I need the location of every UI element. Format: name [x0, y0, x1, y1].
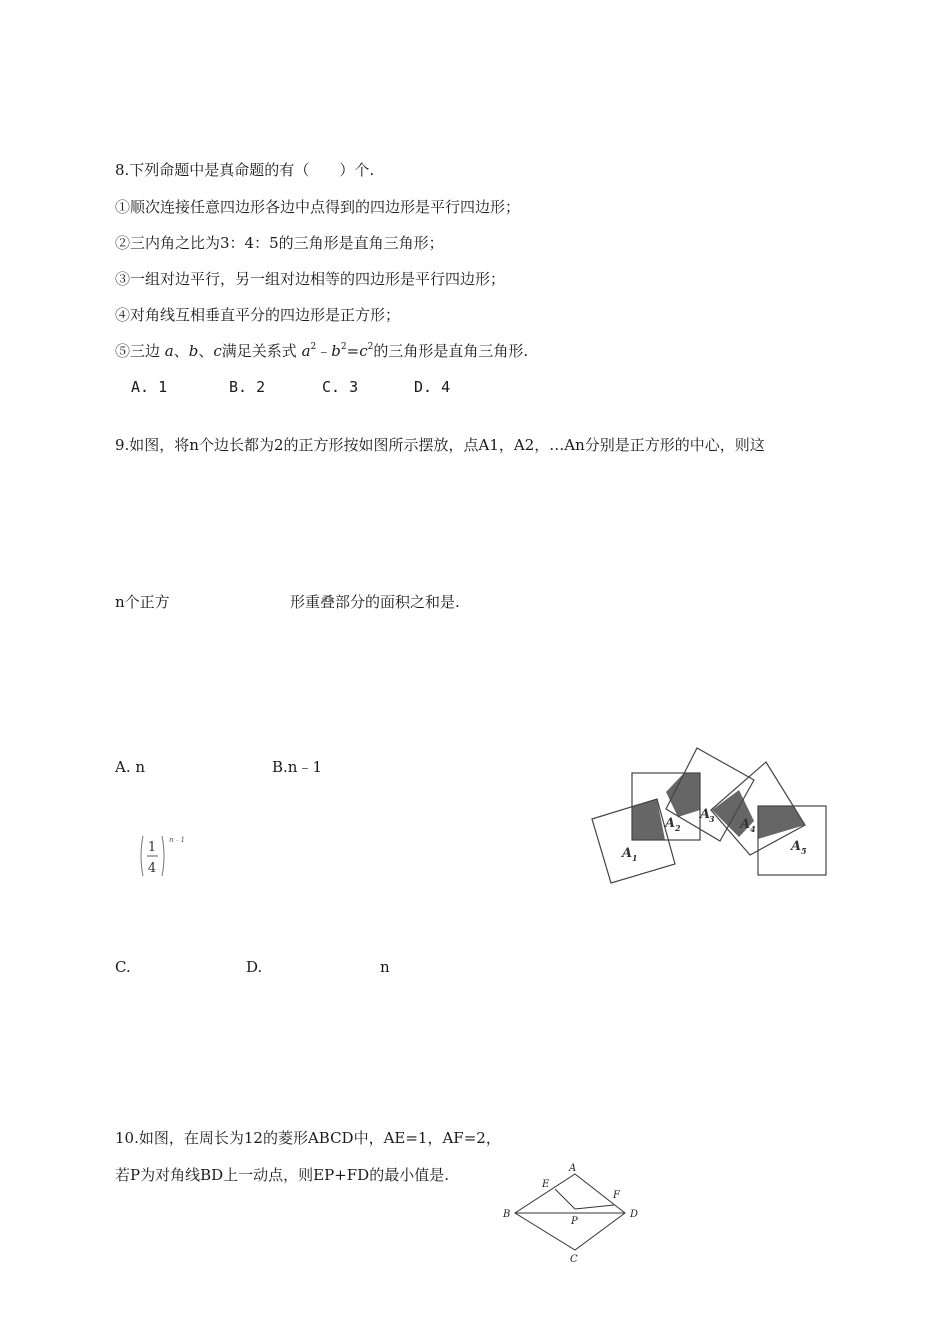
overlap-region-2	[666, 773, 700, 817]
q9-choice-a: A. n	[115, 758, 146, 776]
q10-rhombus-figure	[495, 1160, 650, 1265]
right-paren	[162, 836, 164, 876]
q8-choice-d: D. 4	[414, 378, 451, 396]
label-E: E	[542, 1179, 550, 1190]
q8-statement-5: ⑤三边 a、b、c满足关系式 $a^2﹣b^2=c^2$的三角形是直角三角形.	[115, 342, 529, 360]
q9-choice-d: D.	[246, 958, 263, 976]
label-F: F	[613, 1190, 620, 1201]
q10-stem-line1: 10.如图，在周长为12的菱形ABCD中，AE=1，AF=2，	[115, 1129, 501, 1147]
q10-stem-line2: 若P为对角线BD上一动点，则EP+FD的最小值是.	[115, 1166, 449, 1184]
label-D: D	[630, 1209, 639, 1220]
q8-choice-a: A. 1	[131, 378, 168, 396]
q9-stem-line2b: 形重叠部分的面积之和是.	[290, 593, 460, 611]
label-a1-subscript: 1	[632, 853, 638, 863]
label-a1: A	[622, 846, 633, 861]
q9-squares-figure	[585, 742, 830, 887]
label-a3-subscript: 3	[709, 814, 715, 824]
q9-choice-b: B.n﹣1	[272, 758, 322, 776]
q9-choice-c: C.	[115, 958, 131, 976]
label-B: B	[503, 1209, 511, 1220]
label-a2-subscript: 2	[675, 823, 681, 833]
q9-stem-line1: 9.如图，将n个边长都为2的正方形按如图所示摆放，点A1，A2，…An分别是正方形的中心，则这	[115, 436, 765, 454]
label-A: A	[569, 1163, 577, 1174]
label-a5: A	[791, 839, 802, 854]
q8-statement-1: ①顺次连接任意四边形各边中点得到的四边形是平行四边形；	[115, 198, 521, 216]
label-a3: A	[700, 807, 711, 822]
q8-statement-4: ④对角线互相垂直平分的四边形是正方形；	[115, 306, 401, 324]
label-a4-subscript: 4	[750, 824, 756, 834]
label-a5-subscript: 5	[801, 846, 807, 856]
q9-choice-d-value: n	[380, 958, 390, 976]
q8-choice-b: B. 2	[229, 378, 266, 396]
fraction-exponent: n﹣1	[169, 836, 185, 844]
q9-stem-line2a: n个正方	[115, 593, 170, 611]
fraction-denominator: 4	[147, 861, 157, 876]
q8-statement-2: ②三内角之比为3：4：5的三角形是直角三角形；	[115, 234, 444, 252]
label-P: P	[571, 1216, 578, 1227]
q8-choice-c: C. 3	[322, 378, 359, 396]
label-a4: A	[740, 817, 751, 832]
overlap-region-4	[758, 806, 805, 839]
label-a2: A	[665, 816, 676, 831]
rhombus-abcd	[515, 1174, 625, 1250]
fraction-numerator: 1	[147, 840, 157, 855]
q8-stem: 8.下列命题中是真命题的有（ ）个.	[115, 161, 375, 179]
segment-pf	[575, 1205, 614, 1209]
segment-ep	[555, 1189, 575, 1209]
label-C: C	[570, 1254, 578, 1265]
left-paren	[141, 836, 143, 876]
q8-statement-3: ③一组对边平行，另一组对边相等的四边形是平行四边形；	[115, 270, 506, 288]
q9-fraction-formula	[138, 832, 193, 882]
